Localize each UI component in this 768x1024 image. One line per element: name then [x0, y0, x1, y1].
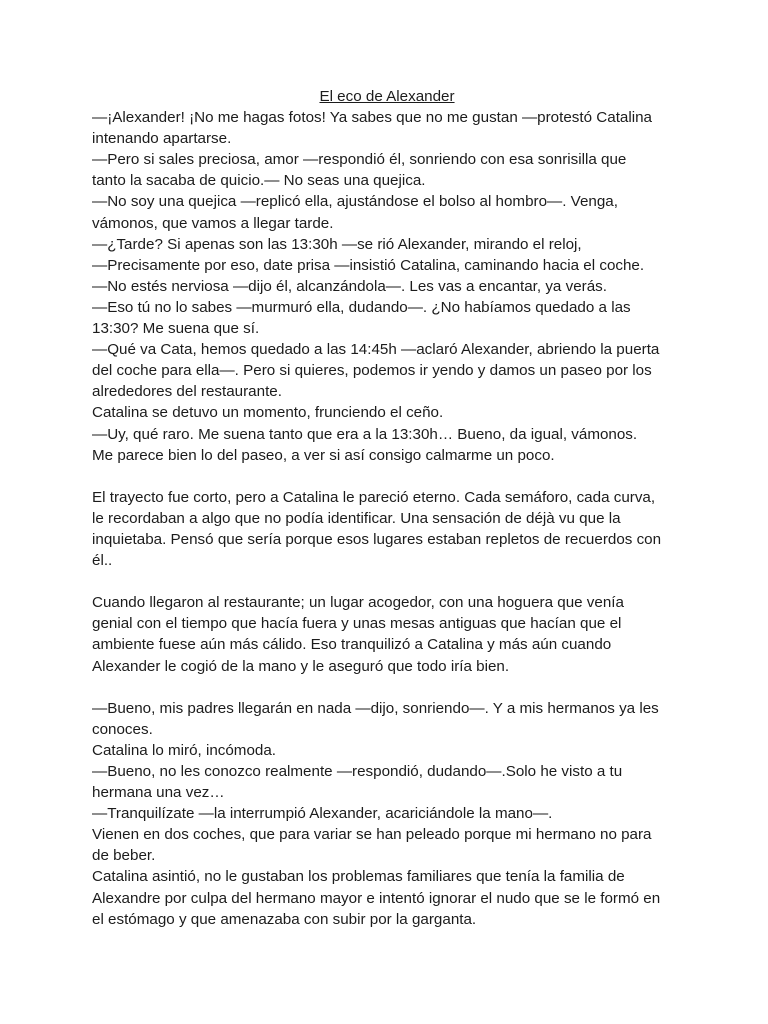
paragraph: —Precisamente por eso, date prisa —insistió Catalina, caminando hacia el coche. — [92, 256, 645, 274]
paragraph-gap — [92, 677, 682, 698]
document-title — [92, 86, 682, 107]
paragraph: —¿Tarde? Si apenas son las 13:30h —se rió Alexander, mirando el reloj, — [92, 235, 582, 253]
paragraph: Cuando llegaron al restaurante; un lugar acogedor, con una hoguera que venía genial con el tiempo que hacía fuera y unas mesas antiguas que hacían que el ambiente fuese aún más cálido. Eso tranquilizó a Catalina y más aún cuando Alexander le cogió de la mano y le aseguró que todo iría bien. — [92, 594, 624, 675]
paragraph: —Bueno, mis padres llegarán en nada —dijo, sonriendo—. Y a mis hermanos ya les conoces. — [92, 699, 659, 738]
paragraph: —Qué va Cata, hemos quedado a las 14:45h —aclaró Alexander, abriendo la puerta del coche para ella—. Pero si quieres, podemos ir yendo y damos un paseo por los alrededores del restaurante. — [92, 341, 660, 401]
paragraph: Catalina asintió, no le gustaban los problemas familiares que tenía la familia de Alexandre por culpa del hermano mayor e intentó ignorar el nudo que se le formó en el estómago y que amenazaba con subir por la garganta. — [92, 868, 661, 928]
paragraph-gap — [92, 466, 682, 487]
paragraph: —Uy, qué raro. Me suena tanto que era a la 13:30h… Bueno, da igual, vámonos. Me parece bien lo del paseo, a ver si así consigo calmarme un poco. — [92, 425, 638, 464]
paragraph-gap — [92, 571, 682, 592]
paragraph: —¡Alexander! ¡No me hagas fotos! Ya sabes que no me gustan —protestó Catalina intenando apartarse. — [92, 109, 653, 148]
paragraph: —No soy una quejica —replicó ella, ajustándose el bolso al hombro—. Venga, vámonos, que vamos a llegar tarde. — [92, 193, 618, 232]
document-title-text: El eco de Alexander — [319, 88, 455, 105]
paragraph: Catalina se detuvo un momento, frunciendo el ceño. — [92, 404, 444, 422]
paragraph: —Pero si sales preciosa, amor —respondió él, sonriendo con esa sonrisilla que tanto la sacaba de quicio.— No seas una quejica. — [92, 151, 627, 190]
paragraph: Vienen en dos coches, que para variar se han peleado porque mi hermano no para de beber. — [92, 826, 652, 865]
paragraph: El trayecto fue corto, pero a Catalina le pareció eterno. Cada semáforo, cada curva, le recordaban a algo que no podía identificar. Una sensación de déjà vu que la inquietaba. Pensó que sería porque esos lugares estaban repletos de recuerdos con él.. — [92, 488, 662, 570]
paragraph: Catalina lo miró, incómoda. — [92, 741, 277, 759]
paragraph: —Eso tú no lo sabes —murmuró ella, dudando—. ¿No habíamos quedado a las 13:30? Me suena que sí. — [92, 298, 631, 338]
document-body — [92, 86, 682, 930]
paragraph: —Tranquilízate —la interrumpió Alexander, acariciándole la mano—. — [92, 805, 553, 823]
paragraph: —No estés nerviosa —dijo él, alcanzándola—. Les vas a encantar, ya verás. — [92, 277, 607, 295]
paragraph: —Bueno, no les conozco realmente —respondió, dudando—.Solo he visto a tu hermana una vez… — [92, 763, 623, 802]
